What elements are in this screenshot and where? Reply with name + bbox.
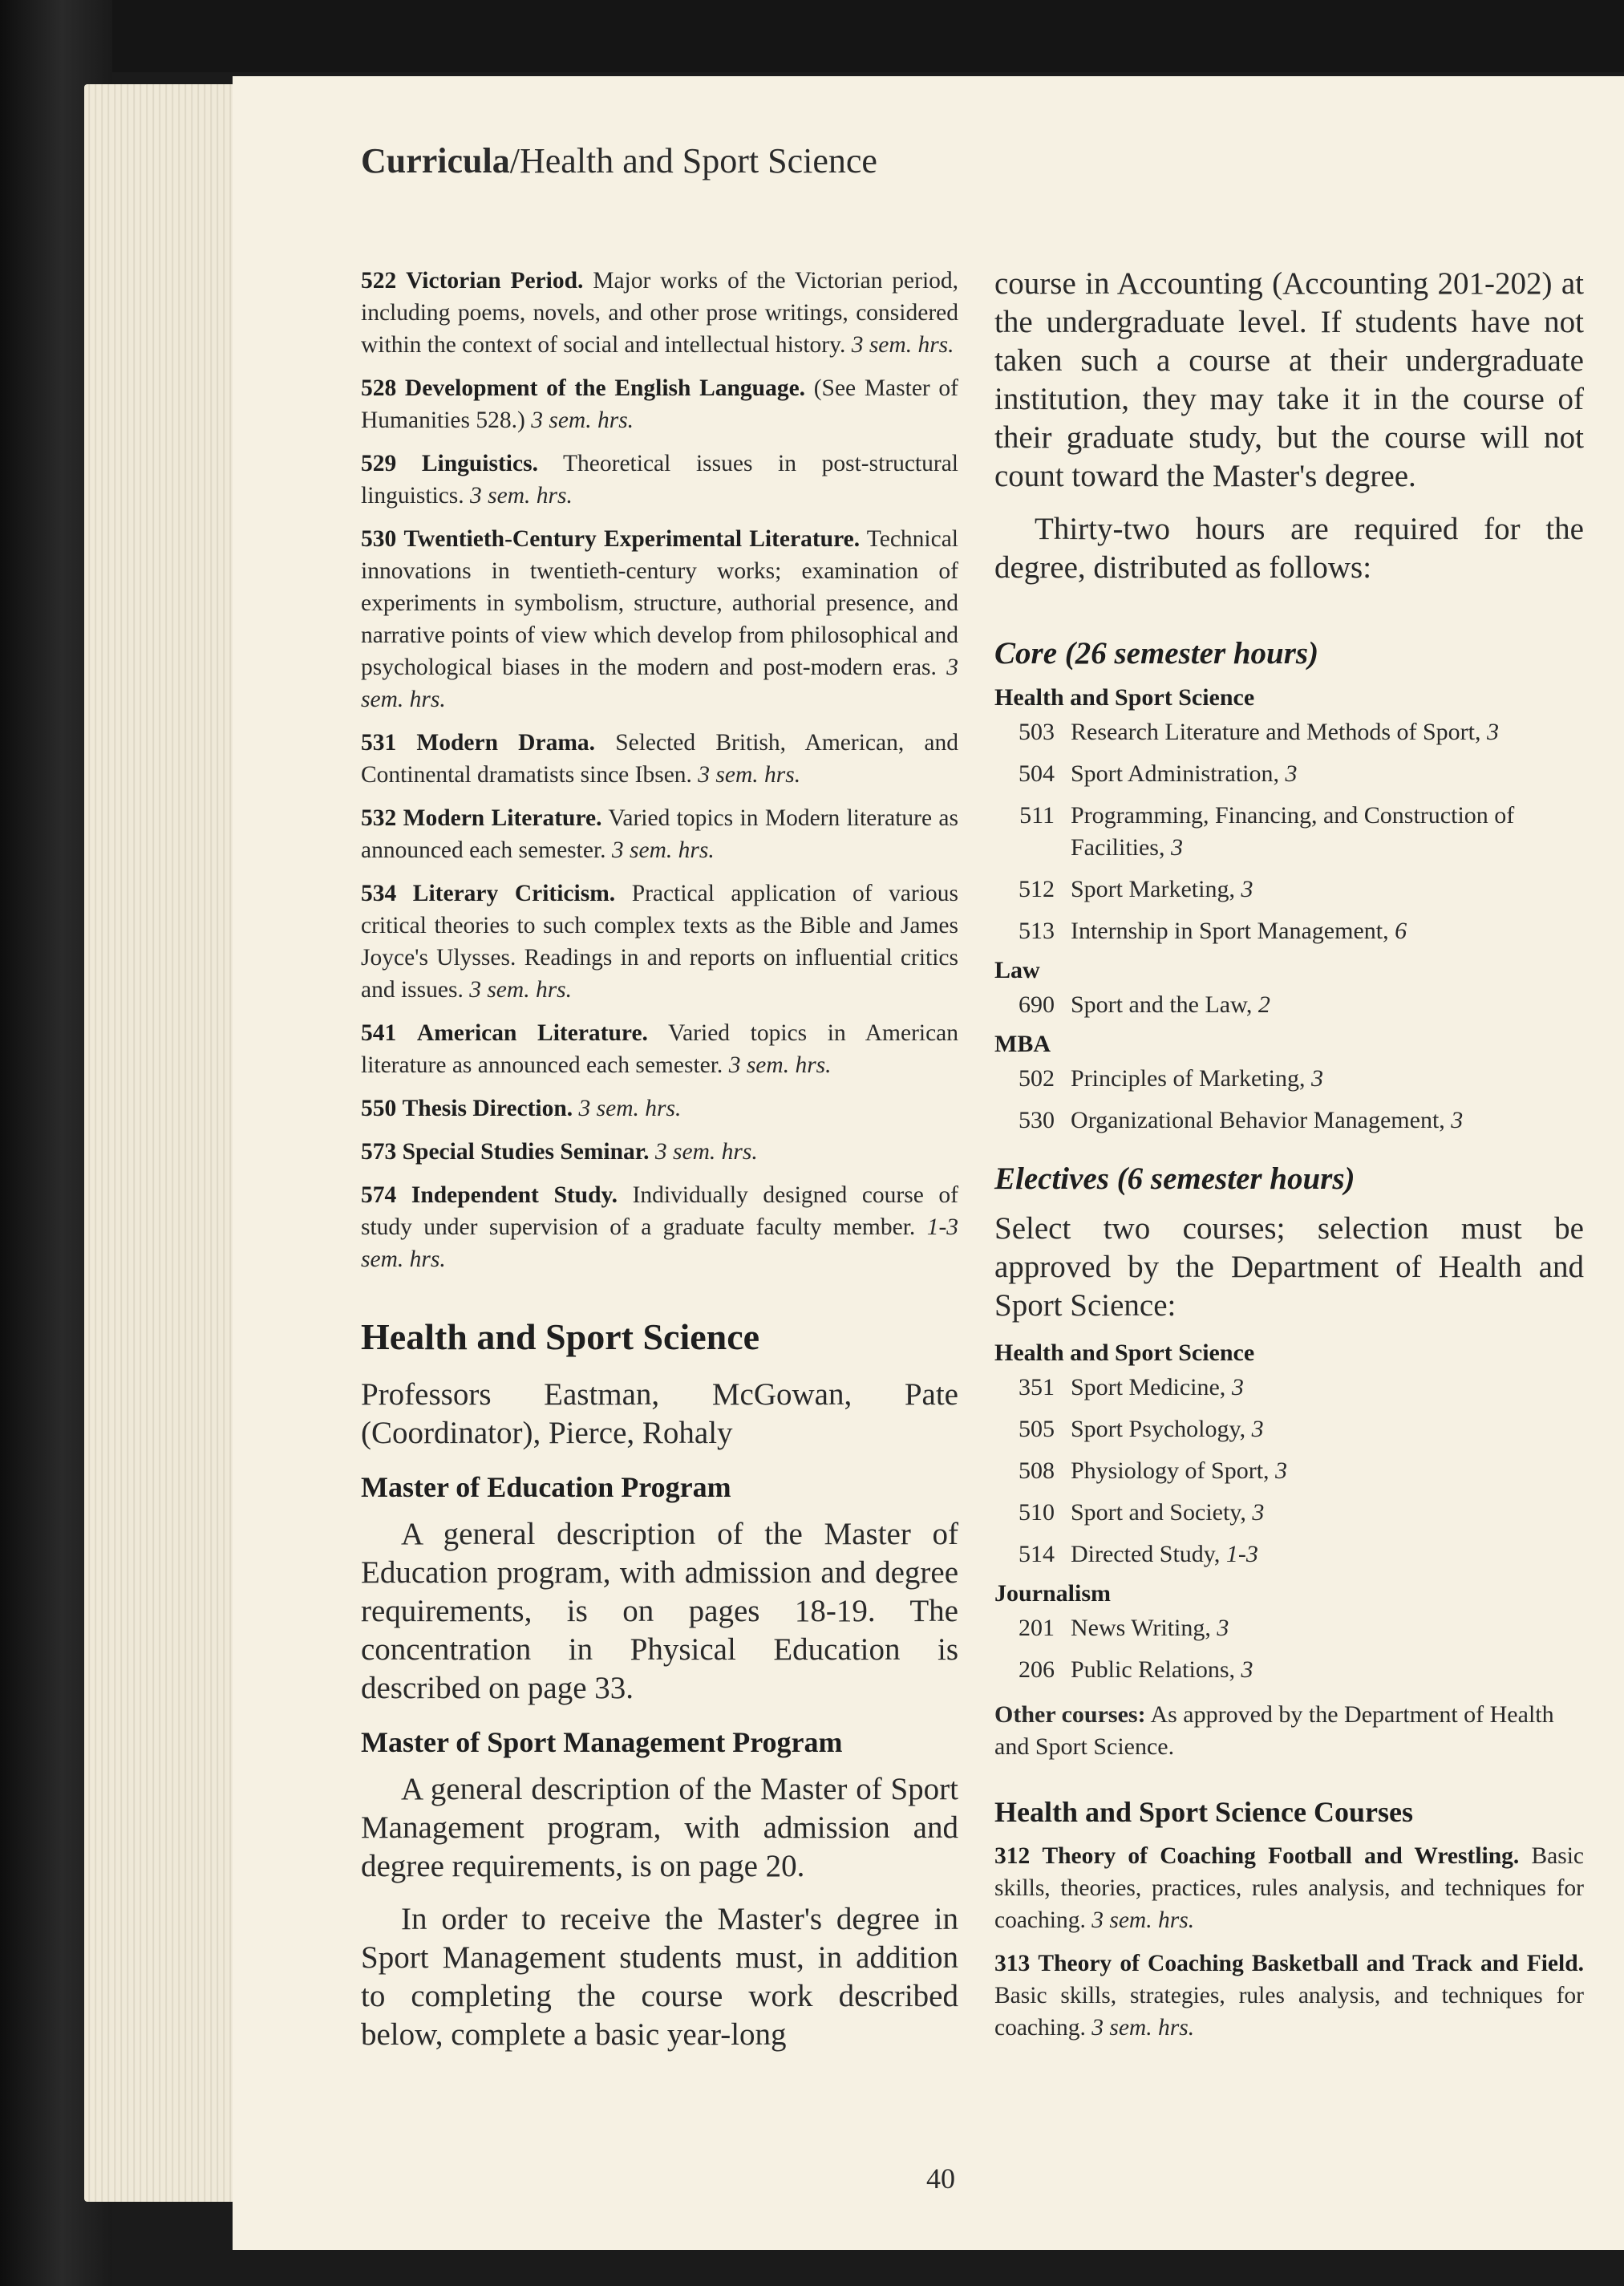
course-row xyxy=(994,989,1584,1021)
course-row xyxy=(994,1063,1584,1095)
course-name-text: Sport and the Law, xyxy=(1071,991,1253,1018)
hss-course-list xyxy=(994,1840,1584,2044)
course-row xyxy=(994,1104,1584,1137)
course-name xyxy=(1071,716,1584,748)
running-head-rest: /Health and Sport Science xyxy=(509,141,877,180)
course-number: 312 xyxy=(994,1843,1031,1869)
course-number: 573 xyxy=(361,1139,397,1165)
course-entry xyxy=(361,1136,958,1168)
course-hours: 3 sem. hrs. xyxy=(851,332,954,358)
course-title: Special Studies Seminar. xyxy=(402,1139,650,1165)
other-courses-label: Other courses: xyxy=(994,1701,1146,1728)
other-courses-text: As approved by the Department of Health and Sport Science. xyxy=(994,1701,1554,1760)
course-hours: 3 sem. hrs. xyxy=(654,1139,758,1165)
course-name-text: Sport Medicine, xyxy=(1071,1374,1226,1400)
course-number: 541 xyxy=(361,1020,397,1046)
course-group-title: Health and Sport Science xyxy=(994,1340,1255,1366)
course-name-text: Sport Administration, xyxy=(1071,760,1280,787)
page-number: 40 xyxy=(926,2162,955,2195)
course-number: 514 xyxy=(1019,1541,1055,1567)
med-program-title: Master of Education Program xyxy=(361,1471,731,1503)
course-name xyxy=(1071,1654,1584,1686)
course-row xyxy=(994,1372,1584,1404)
electives-intro: Select two courses; selection must be approved by the Department of Health and Sport Science: xyxy=(994,1211,1584,1323)
course-name xyxy=(1071,1372,1584,1404)
course-hours: 3 xyxy=(1241,1656,1253,1683)
course-name-text: Public Relations, xyxy=(1071,1656,1235,1683)
course-name xyxy=(1071,1063,1584,1095)
course-row xyxy=(994,800,1584,864)
course-hours: 3 sem. hrs. xyxy=(531,407,634,433)
course-number: 508 xyxy=(1019,1457,1055,1484)
course-name-text: Sport Marketing, xyxy=(1071,876,1235,902)
course-name xyxy=(1071,800,1584,864)
course-row xyxy=(994,915,1584,947)
course-number: 512 xyxy=(1019,876,1055,902)
course-description: Varied topics in Modern literature as announced each semester. xyxy=(361,805,959,863)
course-hours: 3 sem. hrs. xyxy=(611,837,715,863)
course-entry xyxy=(361,802,958,866)
course-number: 505 xyxy=(1019,1416,1055,1442)
course-entry xyxy=(361,372,958,436)
course-hours: 3 xyxy=(1170,834,1183,861)
course-title: Victorian Period. xyxy=(406,268,584,294)
course-title: Thesis Direction. xyxy=(402,1096,573,1121)
english-course-list xyxy=(361,265,958,1275)
course-hours: 3 sem. hrs. xyxy=(698,762,801,788)
course-hours: 3 sem. hrs. xyxy=(361,655,958,712)
course-hours: 3 sem. hrs. xyxy=(470,483,573,509)
hours-text: Thirty-two hours are required for the degree, distributed as follows: xyxy=(994,512,1584,585)
course-row xyxy=(994,1497,1584,1529)
course-title: Modern Drama. xyxy=(416,730,596,756)
course-hours: 3 xyxy=(1275,1457,1288,1484)
course-description: Technical innovations in twentieth-century works; examination of experiments in symbolism, structure, authorial presence, and narrative points of view which develop from philosophical and psychological biases in the modern and post-modern eras. xyxy=(361,526,958,680)
course-name-text: Principles of Marketing, xyxy=(1071,1065,1306,1092)
electives-title: Electives (6 semester hours) xyxy=(994,1161,1355,1196)
other-courses xyxy=(994,1699,1584,1763)
course-number: 531 xyxy=(361,730,397,756)
running-head xyxy=(361,140,877,181)
course-title: Linguistics. xyxy=(421,451,538,476)
course-description: Selected British, American, and Continental dramatists since Ibsen. xyxy=(361,730,958,788)
course-number: 690 xyxy=(1019,991,1055,1018)
course-number: 529 xyxy=(361,451,397,476)
course-row xyxy=(994,1654,1584,1686)
course-number: 532 xyxy=(361,805,397,831)
course-hours: 3 sem. hrs. xyxy=(1091,1907,1195,1933)
course-number: 534 xyxy=(361,881,397,906)
course-name xyxy=(1071,989,1584,1021)
core-title: Core (26 semester hours) xyxy=(994,636,1319,671)
course-row xyxy=(994,1538,1584,1571)
requirements-text-start: In order to receive the Master's degree in Sport Management students must, in addition to completing the course work described below, complete a basic year-long xyxy=(361,1902,958,2052)
course-description: Basic skills, strategies, rules analysis, and techniques for coaching. xyxy=(994,1983,1584,2041)
course-number: 511 xyxy=(1019,802,1055,829)
course-number: 522 xyxy=(361,268,397,294)
course-number: 574 xyxy=(361,1182,397,1208)
course-hours: 3 xyxy=(1487,719,1500,745)
course-row xyxy=(994,1455,1584,1487)
course-name xyxy=(1071,1413,1584,1445)
course-name-text: Sport Psychology, xyxy=(1071,1416,1246,1442)
course-name-text: Programming, Financing, and Construction of Facilities, xyxy=(1071,802,1515,861)
core-course-groups xyxy=(994,684,1584,1137)
med-program-text: A general description of the Master of Education program, with admission and degree requirements, is on pages 18-19. The concentration in Physical Education is described on page 33. xyxy=(361,1517,958,1705)
book-page xyxy=(233,76,1624,2250)
course-name xyxy=(1071,873,1584,906)
course-title: Modern Literature. xyxy=(403,805,602,831)
course-name xyxy=(1071,915,1584,947)
course-group-title: MBA xyxy=(994,1031,1051,1057)
course-title: Twentieth-Century Experimental Literature. xyxy=(403,526,861,552)
course-hours: 3 xyxy=(1310,1065,1323,1092)
course-entry xyxy=(361,878,958,1006)
course-description: Practical application of various critical theories to such complex texts as the Bible and James Joyce's Ulysses. Readings in and reports on influential critics and issues. xyxy=(361,881,959,1003)
course-hours: 3 sem. hrs. xyxy=(578,1096,682,1121)
course-number: 502 xyxy=(1019,1065,1055,1092)
course-hours: 3 sem. hrs. xyxy=(469,977,573,1003)
course-name xyxy=(1071,1497,1584,1529)
courses-section-title: Health and Sport Science Courses xyxy=(994,1796,1413,1828)
course-title: Development of the English Language. xyxy=(404,375,806,401)
course-entry xyxy=(994,1840,1584,1936)
course-group-title: Health and Sport Science xyxy=(994,684,1255,711)
course-entry xyxy=(361,523,958,715)
course-row xyxy=(994,873,1584,906)
course-hours: 1-3 sem. hrs. xyxy=(361,1214,959,1272)
course-number: 530 xyxy=(361,526,397,552)
course-group-title: Law xyxy=(994,957,1040,983)
course-title: Theory of Coaching Football and Wrestling. xyxy=(1042,1843,1520,1869)
elective-course-groups xyxy=(994,1340,1584,1686)
course-hours: 1-3 xyxy=(1225,1541,1258,1567)
course-row xyxy=(994,1413,1584,1445)
book-cover-top xyxy=(48,0,1624,72)
course-hours: 3 xyxy=(1241,876,1253,902)
course-name-text: Directed Study, xyxy=(1071,1541,1221,1567)
course-row xyxy=(994,758,1584,790)
course-hours: 3 sem. hrs. xyxy=(1091,2015,1195,2041)
right-column xyxy=(994,265,1584,2055)
course-entry xyxy=(361,1092,958,1125)
course-description: Varied topics in American literature as announced each semester. xyxy=(361,1020,959,1078)
course-number: 206 xyxy=(1019,1656,1055,1683)
course-title: Literary Criticism. xyxy=(412,881,616,906)
course-number: 513 xyxy=(1019,918,1055,944)
course-description: Individually designed course of study under supervision of a graduate faculty member. xyxy=(361,1182,958,1240)
course-hours: 3 xyxy=(1251,1416,1264,1442)
course-name xyxy=(1071,1455,1584,1487)
course-number: 550 xyxy=(361,1096,397,1121)
section-title: Health and Sport Science xyxy=(361,1316,760,1357)
course-name-text: Physiology of Sport, xyxy=(1071,1457,1270,1484)
course-hours: 3 sem. hrs. xyxy=(728,1052,832,1078)
course-title: American Literature. xyxy=(416,1020,648,1046)
course-number: 528 xyxy=(361,375,397,401)
course-hours: 2 xyxy=(1257,991,1270,1018)
course-number: 503 xyxy=(1019,719,1055,745)
course-hours: 3 xyxy=(1252,1499,1265,1526)
course-hours: 3 xyxy=(1285,760,1298,787)
faculty-list: Professors Eastman, McGowan, Pate (Coordinator), Pierce, Rohaly xyxy=(361,1377,958,1450)
course-number: 530 xyxy=(1019,1107,1055,1133)
course-row xyxy=(994,716,1584,748)
course-number: 313 xyxy=(994,1951,1031,1976)
course-name-text: Research Literature and Methods of Sport, xyxy=(1071,719,1481,745)
course-entry xyxy=(994,1948,1584,2044)
requirements-text-end: course in Accounting (Accounting 201-202) at the undergraduate level. If students have not taken such a course at their undergraduate institution, they may take it in the course of their graduate study, but the course will not count toward the Master's degree. xyxy=(994,266,1584,493)
course-number: 504 xyxy=(1019,760,1055,787)
course-name xyxy=(1071,758,1584,790)
course-number: 351 xyxy=(1019,1374,1055,1400)
course-number: 510 xyxy=(1019,1499,1055,1526)
left-column xyxy=(361,265,958,2069)
course-name xyxy=(1071,1538,1584,1571)
course-name-text: News Writing, xyxy=(1071,1615,1211,1641)
course-description: Theoretical issues in post-structural linguistics. xyxy=(361,451,958,509)
course-hours: 3 xyxy=(1451,1107,1464,1133)
course-title: Theory of Coaching Basketball and Track and Field. xyxy=(1038,1951,1584,1976)
course-name xyxy=(1071,1104,1584,1137)
course-name-text: Sport and Society, xyxy=(1071,1499,1246,1526)
course-description: Major works of the Victorian period, including poems, novels, and other prose writings, considered within the context of social and intellectual history. xyxy=(361,268,959,358)
course-hours: 6 xyxy=(1395,918,1407,944)
course-entry xyxy=(361,1017,958,1081)
course-description: (See Master of Humanities 528.) xyxy=(361,375,958,433)
course-entry xyxy=(361,448,958,512)
msm-program-text: A general description of the Master of Sport Management program, with admission and degree requirements, is on page 20. xyxy=(361,1772,958,1883)
course-entry xyxy=(361,1179,958,1275)
course-title: Independent Study. xyxy=(411,1182,618,1208)
msm-program-title: Master of Sport Management Program xyxy=(361,1726,843,1758)
course-entry xyxy=(361,727,958,791)
course-name xyxy=(1071,1612,1584,1644)
course-name-text: Organizational Behavior Management, xyxy=(1071,1107,1445,1133)
course-name-text: Internship in Sport Management, xyxy=(1071,918,1389,944)
course-number: 201 xyxy=(1019,1615,1055,1641)
course-group-title: Journalism xyxy=(994,1580,1112,1607)
course-row xyxy=(994,1612,1584,1644)
page-edges xyxy=(84,84,257,2202)
course-description: Basic skills, theories, practices, rules analysis, and techniques for coaching. xyxy=(994,1843,1584,1933)
course-entry xyxy=(361,265,958,361)
course-hours: 3 xyxy=(1231,1374,1244,1400)
running-head-bold: Curricula xyxy=(361,141,510,180)
course-hours: 3 xyxy=(1217,1615,1229,1641)
